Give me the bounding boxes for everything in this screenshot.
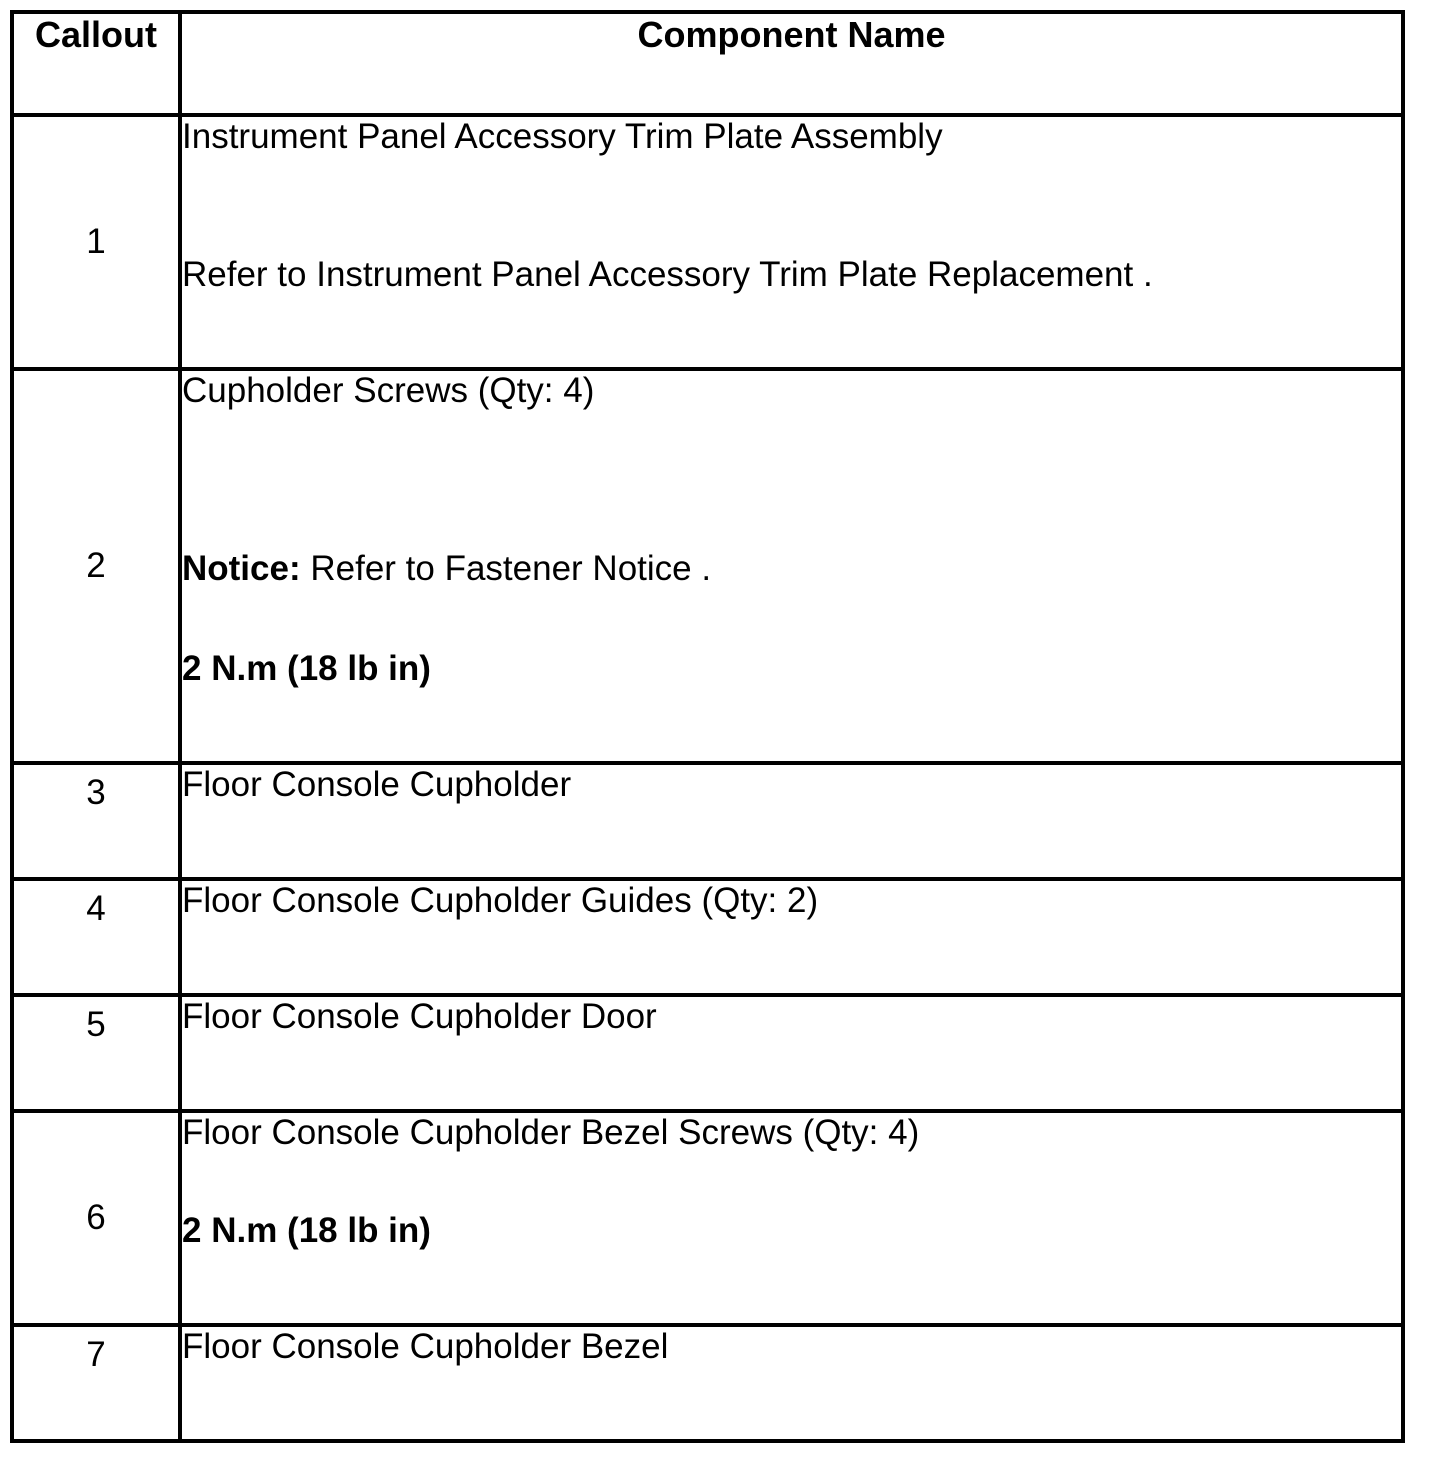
component-name: Floor Console Cupholder Bezel Screws (Qty: 4) [182, 1113, 920, 1152]
component-cell [180, 115, 1403, 369]
table-row [12, 369, 1403, 763]
table-row [12, 763, 1403, 879]
callout-number: 6 [12, 1111, 180, 1325]
component-name: Cupholder Screws (Qty: 4) [182, 371, 595, 410]
component-table [10, 10, 1405, 1443]
notice-text: Refer to Fastener Notice . [300, 549, 712, 588]
reference-text: Refer to Instrument Panel Accessory Trim Plate Replacement . [182, 255, 1153, 294]
torque-spec: 2 N.m (18 lb in) [182, 649, 431, 688]
component-cell [180, 369, 1403, 763]
component-cell [180, 1325, 1403, 1441]
header-callout: Callout [12, 12, 180, 115]
table-row [12, 1111, 1403, 1325]
table-row [12, 879, 1403, 995]
spacer [182, 1153, 1401, 1211]
table-row [12, 1325, 1403, 1441]
callout-number: 3 [12, 763, 180, 879]
component-cell [180, 879, 1403, 995]
callout-number: 2 [12, 369, 180, 763]
component-name: Floor Console Cupholder [182, 765, 572, 804]
callout-number: 4 [12, 879, 180, 995]
component-cell [180, 1111, 1403, 1325]
notice-label: Notice: [182, 549, 301, 588]
spacer [182, 411, 1401, 549]
notice-line [182, 549, 1401, 589]
component-name: Instrument Panel Accessory Trim Plate Assembly [182, 117, 943, 156]
callout-number: 7 [12, 1325, 180, 1441]
spacer [182, 589, 1401, 649]
torque-spec: 2 N.m (18 lb in) [182, 1211, 431, 1250]
spacer [182, 157, 1401, 255]
component-cell [180, 763, 1403, 879]
component-name: Floor Console Cupholder Guides (Qty: 2) [182, 881, 819, 920]
table-row [12, 115, 1403, 369]
component-name: Floor Console Cupholder Door [182, 997, 657, 1036]
table-row [12, 995, 1403, 1111]
component-name: Floor Console Cupholder Bezel [182, 1327, 669, 1366]
component-cell [180, 995, 1403, 1111]
callout-number: 5 [12, 995, 180, 1111]
table-header-row [12, 12, 1403, 115]
header-component-name: Component Name [180, 12, 1403, 115]
callout-number: 1 [12, 115, 180, 369]
